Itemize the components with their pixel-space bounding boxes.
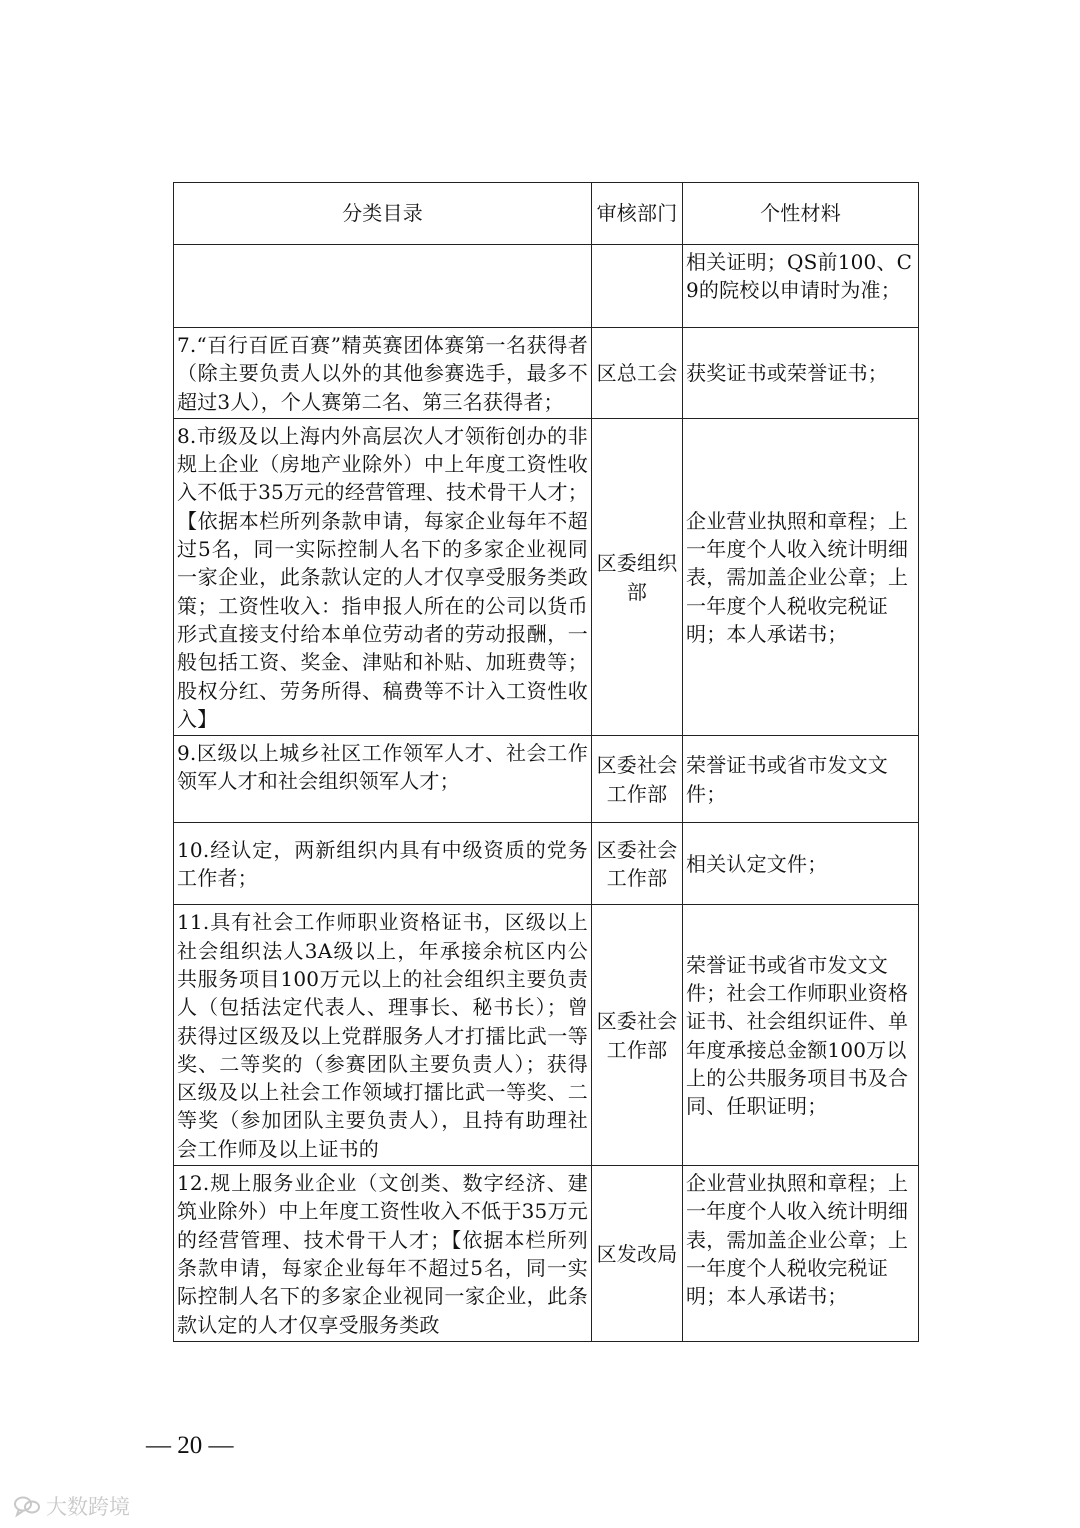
department-cell: 区发改局 xyxy=(592,1166,683,1342)
table-header-row xyxy=(174,183,919,245)
page-number: — 20 — xyxy=(146,1432,234,1459)
category-cell: 11.具有社会工作师职业资格证书，区级以上社会组织法人3A级以上，年承接余杭区内公共服务项目100万元以上的社会组织主要负责人（包括法定代表人、理事长、秘书长）；曾获得过区级及以上党群服务人才打擂比武一等奖、二等奖的（参赛团队主要负责人）；获得区级及以上社会工作领域打擂比武一等奖、二等奖（参加团队主要负责人），且持有助理社会工作师及以上证书的 xyxy=(174,905,592,1166)
materials-cell: 相关证明；QS前100、C9的院校以申请时为准； xyxy=(683,245,919,328)
table-row xyxy=(174,905,919,1166)
materials-cell: 获奖证书或荣誉证书； xyxy=(683,328,919,419)
category-cell: 8.市级及以上海内外高层次人才领衔创办的非规上企业（房地产业除外）中上年度工资性收入不低于35万元的经营管理、技术骨干人才；【依据本栏所列条款申请，每家企业每年不超过5名，同一实际控制人名下的多家企业视同一家企业，此条款认定的人才仅享受服务类政策；工资性收入：指申报人所在的公司以货币形式直接支付给本单位劳动者的劳动报酬，一般包括工资、奖金、津贴和补贴、加班费等；股权分红、劳务所得、稿费等不计入工资性收入】 xyxy=(174,418,592,735)
table-row xyxy=(174,823,919,905)
category-cell: 10.经认定，两新组织内具有中级资质的党务工作者； xyxy=(174,823,592,905)
table-row xyxy=(174,328,919,419)
header-category: 分类目录 xyxy=(174,183,592,245)
table-row xyxy=(174,418,919,735)
category-cell: 9.区级以上城乡社区工作领军人才、社会工作领军人才和社会组织领军人才； xyxy=(174,736,592,823)
category-cell: 7.“百行百匠百赛”精英赛团体赛第一名获得者（除主要负责人以外的其他参赛选手，最多不超过3人），个人赛第二名、第三名获得者； xyxy=(174,328,592,419)
department-cell: 区委组织部 xyxy=(592,418,683,735)
department-cell: 区委社会工作部 xyxy=(592,823,683,905)
department-cell: 区委社会工作部 xyxy=(592,736,683,823)
materials-cell: 荣誉证书或省市发文文件；社会工作师职业资格证书、社会组织证件、单年度承接总金额100万以上的公共服务项目书及合同、任职证明； xyxy=(683,905,919,1166)
materials-cell: 荣誉证书或省市发文文件； xyxy=(683,736,919,823)
bubble-logo-icon xyxy=(12,1494,42,1518)
watermark xyxy=(12,1491,130,1521)
materials-cell: 企业营业执照和章程；上一年度个人收入统计明细表，需加盖企业公章；上一年度个人税收完税证明；本人承诺书； xyxy=(683,1166,919,1342)
header-materials: 个性材料 xyxy=(683,183,919,245)
materials-cell: 相关认定文件； xyxy=(683,823,919,905)
watermark-text: 大数跨境 xyxy=(46,1495,130,1519)
department-cell xyxy=(592,245,683,328)
table-row xyxy=(174,1166,919,1342)
materials-cell: 企业营业执照和章程；上一年度个人收入统计明细表，需加盖企业公章；上一年度个人税收完税证明；本人承诺书； xyxy=(683,418,919,735)
category-cell xyxy=(174,245,592,328)
table-row xyxy=(174,736,919,823)
department-cell: 区总工会 xyxy=(592,328,683,419)
department-cell: 区委社会工作部 xyxy=(592,905,683,1166)
table-row xyxy=(174,245,919,328)
category-cell: 12.规上服务业企业（文创类、数字经济、建筑业除外）中上年度工资性收入不低于35万元的经营管理、技术骨干人才；【依据本栏所列条款申请，每家企业每年不超过5名，同一实际控制人名下的多家企业视同一家企业，此条款认定的人才仅享受服务类政 xyxy=(174,1166,592,1342)
document-table xyxy=(173,182,919,1342)
header-department: 审核部门 xyxy=(592,183,683,245)
